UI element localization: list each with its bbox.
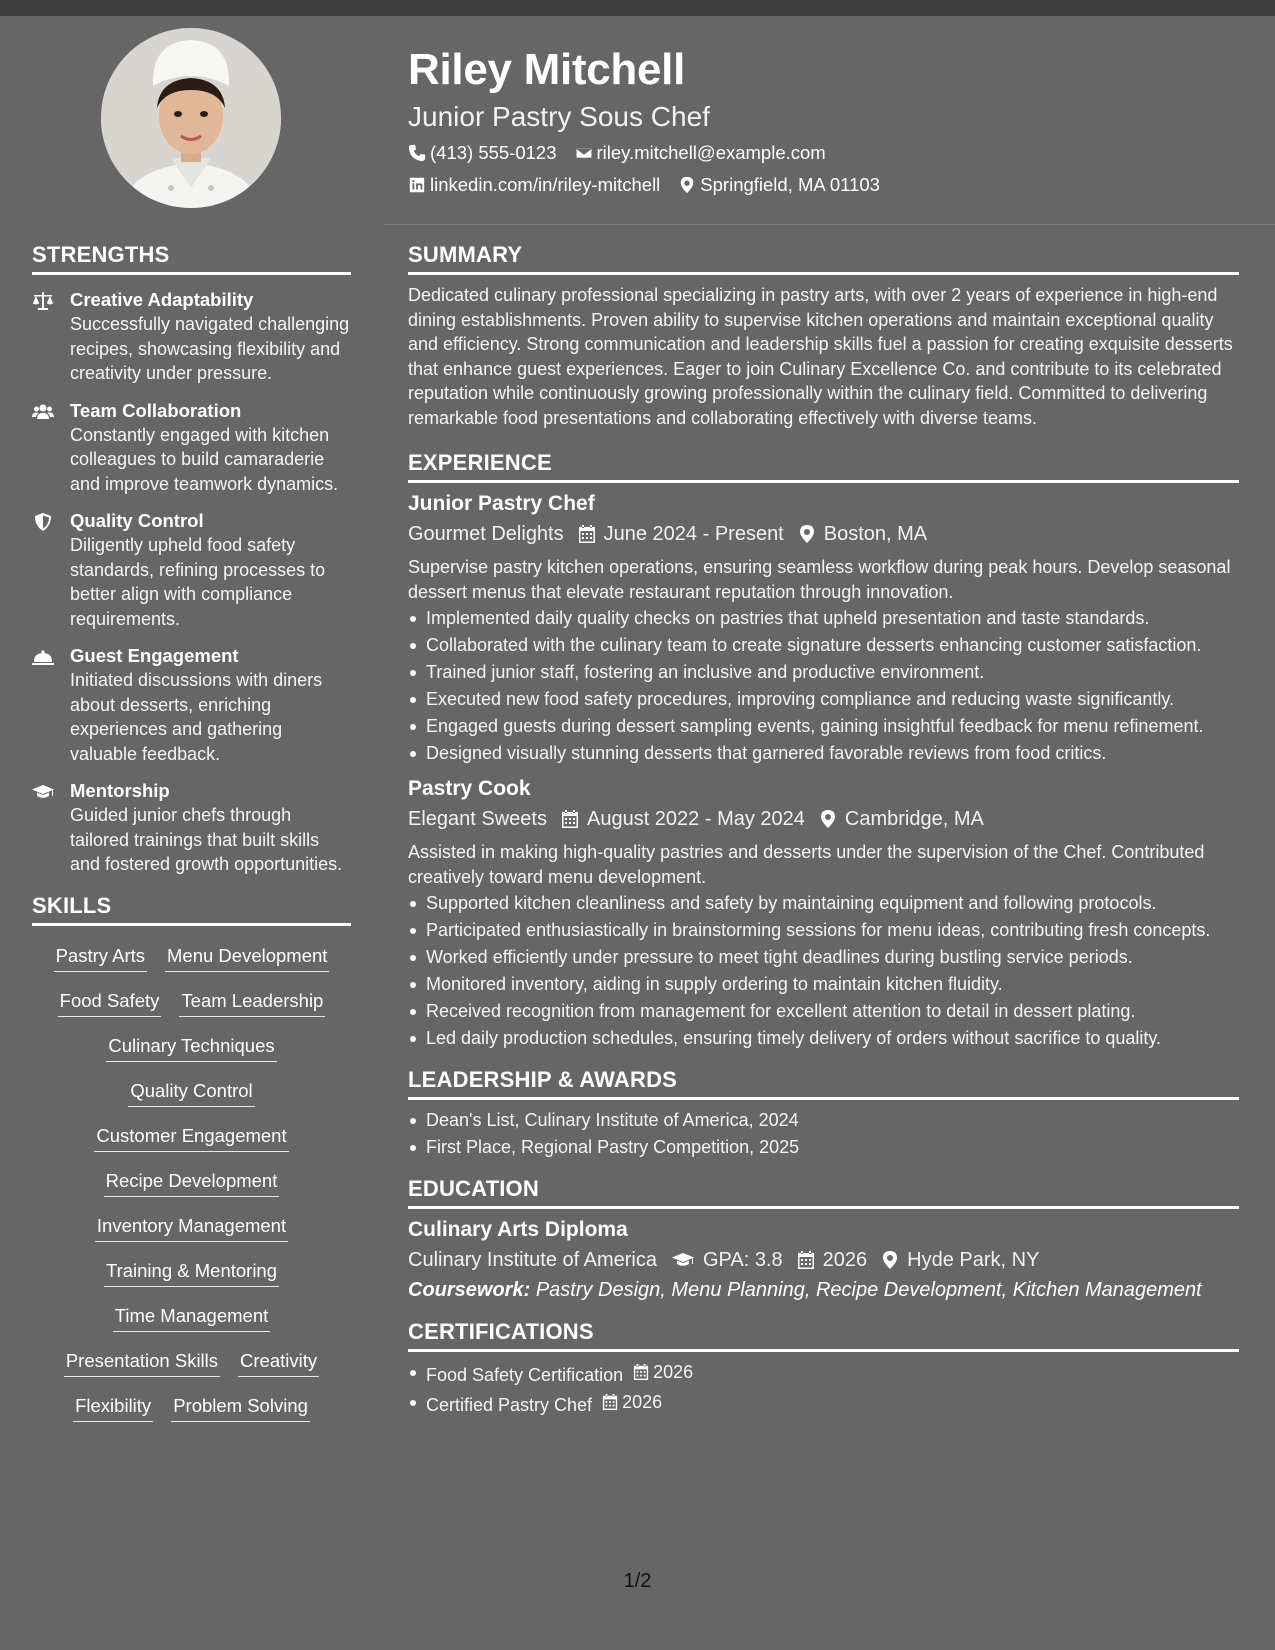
job-role: Junior Pastry Chef [408,492,595,515]
header-divider [383,224,1275,225]
users-icon [32,402,54,422]
coursework [408,1275,1239,1305]
cert-name: Food Safety Certification [426,1365,624,1385]
strength-item [32,287,351,386]
skill-tag: Culinary Techniques [106,1029,276,1062]
skill-tag: Pastry Arts [54,939,147,972]
coursework-label: Coursework: [408,1279,531,1301]
list-item: Designed visually stunning desserts that garnered favorable reviews from food critics. [408,741,1239,765]
skill-tag: Flexibility [73,1389,153,1422]
email-text: riley.mitchell@example.com [596,142,826,163]
cert-name: Certified Pastry Chef [426,1395,593,1415]
summary-text: Dedicated culinary professional specializing in pastry arts, with over 2 years of experience in high-end dining establishments. Proven ability to supervise kitchen operations and maintain exceptional quality and efficiency. Strong communication and leadership skills fuel a passion for creating exquisite desserts that enhance guest experiences. Eager to join Culinary Excellence Co. and contribute to its celebrated reputation while continuously growing professionally within the culinary field. Committed to delivering remarkable food presentations and collaborating effectively with diverse teams. [408,285,1233,428]
envelope-icon [575,144,593,162]
linkedin-text: linkedin.com/in/riley-mitchell [430,174,661,195]
school-name: Culinary Institute of America [408,1249,657,1271]
list-item [408,1360,1239,1387]
summary-title: SUMMARY [408,240,1239,275]
experience-title: EXPERIENCE [408,448,1239,483]
skill-tag: Time Management [113,1299,271,1332]
skill-tag: Presentation Skills [64,1344,220,1377]
map-marker-icon [881,1250,899,1270]
job-bullets [408,606,1239,765]
strength-desc: Initiated discussions with diners about desserts, enriching experiences and gathering valuable feedback. [70,670,323,764]
cert-year: 2026 [653,1362,694,1382]
map-marker-icon [798,524,816,544]
list-item: Trained junior staff, fostering an inclusive and productive environment. [408,660,1239,684]
skill-tag: Inventory Management [95,1209,288,1242]
job-location: Cambridge, MA [844,808,984,830]
phone-contact[interactable] [408,140,557,166]
list-item: Received recognition from management for excellent attention to detail in dessert plating. [408,999,1239,1023]
graduation-year: 2026 [822,1249,868,1271]
education-meta [408,1245,1239,1275]
list-item: First Place, Regional Pastry Competition, 2025 [408,1135,1239,1159]
strength-desc: Diligently upheld food safety standards, refining processes to better align with compliance requirements. [70,535,326,629]
job-entry [408,774,1239,1050]
skill-tag: Customer Engagement [94,1119,288,1152]
job-meta [408,804,1239,834]
list-item: Monitored inventory, aiding in supply ordering to maintain kitchen fluidity. [408,972,1239,996]
job-dates: June 2024 - Present [603,523,784,545]
job-description: Assisted in making high-quality pastries and desserts under the supervision of the Chef. Contributed creatively toward menu development. [408,842,1205,887]
list-item: Engaged guests during dessert sampling events, gaining insightful feedback for menu refinement. [408,714,1239,738]
strength-desc: Guided junior chefs through tailored trainings that built skills and fostered growth opportunities. [70,805,343,874]
strength-desc: Successfully navigated challenging recipes, showcasing flexibility and creativity under pressure. [70,314,350,383]
strength-name: Mentorship [70,780,170,801]
degree-name: Culinary Arts Diploma [408,1218,628,1241]
awards-list [408,1108,1239,1159]
job-entry [408,489,1239,765]
shield-icon [32,512,54,532]
school-location: Hyde Park, NY [907,1249,1040,1271]
profile-photo [101,28,281,208]
candidate-name: Riley Mitchell [408,45,685,94]
phone-text: (413) 555-0123 [430,142,557,163]
job-location: Boston, MA [823,523,928,545]
job-description: Supervise pastry kitchen operations, ensuring seamless workflow during peak hours. Develop seasonal dessert menus that elevate restaurant reputation through innovation. [408,557,1231,602]
skills-title: SKILLS [32,891,351,926]
calendar-icon [797,1250,815,1270]
strength-name: Team Collaboration [70,399,242,421]
calendar-icon [561,809,579,829]
contact-row-2 [408,172,1248,198]
location-contact [678,172,880,198]
strength-name: Quality Control [70,510,204,531]
candidate-title: Junior Pastry Sous Chef [408,101,710,132]
job-dates: August 2022 - May 2024 [586,808,805,830]
strength-item [32,508,351,631]
linkedin-contact[interactable] [408,172,660,198]
email-contact[interactable] [575,140,826,166]
main-content [408,240,1239,1420]
list-item: Participated enthusiastically in brainstorming sessions for menu ideas, contributing fresh concepts. [408,918,1239,942]
location-text: Springfield, MA 01103 [700,174,880,195]
strength-name: Creative Adaptability [70,289,254,310]
skill-tag: Problem Solving [171,1389,310,1422]
job-role: Pastry Cook [408,777,531,800]
job-bullets [408,891,1239,1050]
strength-name: Guest Engagement [70,645,239,666]
education-title: EDUCATION [408,1174,1239,1209]
strength-item [32,778,351,877]
skill-tag: Food Safety [58,984,162,1017]
skill-tag: Creativity [238,1344,319,1377]
certifications-list [408,1360,1239,1417]
job-company: Gourmet Delights [408,523,564,545]
skill-tag: Recipe Development [104,1164,280,1197]
phone-icon [408,144,426,162]
calendar-icon [633,1363,649,1381]
list-item: Collaborated with the culinary team to create signature desserts enhancing customer satisfaction. [408,633,1239,657]
list-item: Dean's List, Culinary Institute of America, 2024 [408,1108,1239,1132]
strength-item [32,643,351,766]
job-meta [408,519,1239,549]
skill-tag: Quality Control [128,1074,254,1107]
awards-title: LEADERSHIP & AWARDS [408,1065,1239,1100]
list-item: Executed new food safety procedures, improving compliance and reducing waste significantly. [408,687,1239,711]
map-marker-icon [678,176,696,194]
sidebar [32,240,351,1431]
linkedin-icon [408,176,426,194]
graduation-cap-icon [671,1250,695,1270]
page-number: 1/2 [623,1570,652,1592]
list-item: Supported kitchen cleanliness and safety by maintaining equipment and following protocols. [408,891,1239,915]
list-item [408,1390,1239,1417]
top-bar [0,0,1275,16]
coursework-text: Pastry Design, Menu Planning, Recipe Development, Kitchen Management [535,1279,1202,1301]
skill-tag: Team Leadership [179,984,325,1017]
strengths-title: STRENGTHS [32,240,351,275]
contact-row-1 [408,140,1248,166]
cert-year: 2026 [622,1392,663,1412]
skill-tag: Training & Mentoring [104,1254,279,1287]
resume-header [408,40,1248,198]
cloche-icon [32,647,54,667]
strengths-list [32,287,351,877]
gpa: GPA: 3.8 [703,1249,783,1271]
list-item: Implemented daily quality checks on pastries that upheld presentation and taste standards. [408,606,1239,630]
job-company: Elegant Sweets [408,808,547,830]
map-marker-icon [819,809,837,829]
strength-desc: Constantly engaged with kitchen colleagues to build camaraderie and improve teamwork dynamics. [70,424,339,494]
calendar-icon [602,1393,618,1411]
list-item: Worked efficiently under pressure to meet tight deadlines during bustling service periods. [408,945,1239,969]
skills-list [32,936,351,1431]
strength-item [32,398,351,497]
certifications-title: CERTIFICATIONS [408,1317,1239,1352]
list-item: Led daily production schedules, ensuring timely delivery of orders without sacrifice to quality. [408,1026,1239,1050]
balance-scale-icon [32,291,54,311]
skill-tag: Menu Development [165,939,329,972]
graduation-cap-icon [32,782,54,802]
calendar-icon [578,524,596,544]
